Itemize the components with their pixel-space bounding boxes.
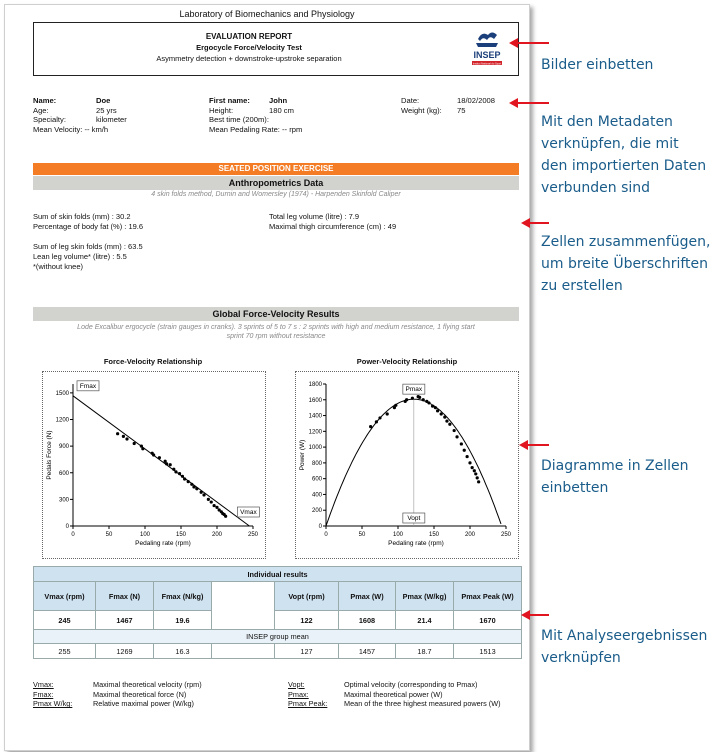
x-tick-label: 0 <box>71 532 75 538</box>
mean-velocity: Mean Velocity: -- km/h <box>33 124 109 134</box>
data-point <box>116 432 119 435</box>
data-point <box>202 493 205 496</box>
group-cell: 18.7 <box>396 644 454 659</box>
data-point <box>405 398 408 401</box>
note-line: Zellen zusammenfügen, <box>541 234 711 250</box>
legend-def: Maximal theoretical power (W) <box>344 689 443 699</box>
data-point <box>463 449 466 452</box>
value-cell: 21.4 <box>396 611 454 630</box>
legend-right <box>288 680 524 709</box>
legend-def: Relative maximal power (W/kg) <box>93 699 194 709</box>
data-point <box>158 456 161 459</box>
results-value-row <box>34 611 522 630</box>
col-header: Pmax (W) <box>339 582 396 611</box>
data-point <box>207 498 210 501</box>
empty-cell <box>212 582 275 611</box>
y-tick-label: 1200 <box>55 417 69 424</box>
anthropometrics-header: Anthropometrics Data <box>33 176 519 190</box>
x-tick-label: 100 <box>392 532 404 538</box>
thigh-circumference: Maximal thigh circumference (cm) : 49 <box>269 222 397 231</box>
pv-chart <box>295 371 519 559</box>
data-point <box>190 483 193 486</box>
data-point <box>215 506 218 509</box>
height-label: Height: <box>209 105 234 115</box>
note-line: um breite Überschriften <box>541 256 709 272</box>
col-header: Fmax (N) <box>96 582 154 611</box>
fv-chart-svg <box>43 372 265 558</box>
fv-chart-title: Force-Velocity Relationship <box>103 357 203 366</box>
fit-curve <box>326 399 501 526</box>
x-tick-label: 50 <box>358 532 366 538</box>
note-embed-charts <box>541 455 689 499</box>
value-cell: 245 <box>34 611 96 630</box>
value-cell: 19.6 <box>154 611 212 630</box>
vmax-label: Vmax <box>240 509 257 516</box>
data-point <box>453 429 456 432</box>
note-line: den importierten Daten <box>541 158 707 174</box>
data-point <box>443 416 446 419</box>
data-point <box>141 447 144 450</box>
note-line: Mit den Metadaten <box>541 114 673 130</box>
legend-def: Mean of the three highest measured powers (W) <box>344 699 501 709</box>
data-point <box>445 419 448 422</box>
arrow-shaft <box>529 614 549 616</box>
data-point <box>174 470 177 473</box>
y-tick-label: 800 <box>311 460 322 467</box>
pmax-label: Pmax <box>405 386 423 394</box>
data-point <box>178 472 181 475</box>
data-point <box>466 455 469 458</box>
data-point <box>183 477 186 480</box>
sum-skin-folds: Sum of skin folds (mm) : 30.2 <box>33 212 131 221</box>
data-point <box>471 466 474 469</box>
legend-term: Vmax: <box>33 680 54 689</box>
group-cell: 16.3 <box>154 644 212 659</box>
y-tick-label: 0 <box>318 524 322 530</box>
person-col3 <box>401 96 511 115</box>
firstname-value: John <box>269 96 288 105</box>
value-cell: 1467 <box>96 611 154 630</box>
pv-chart-svg <box>296 372 518 558</box>
y-tick-label: 400 <box>311 492 322 499</box>
value-cell: 1670 <box>454 611 522 630</box>
note-line: zu erstellen <box>541 278 623 294</box>
y-tick-label: 1800 <box>308 382 322 388</box>
y-axis-label: Power (W) <box>299 439 306 471</box>
y-tick-label: 1400 <box>308 413 322 420</box>
data-point <box>431 404 434 407</box>
report-header-box <box>33 22 519 76</box>
data-point <box>473 469 476 472</box>
y-tick-label: 1000 <box>308 445 322 452</box>
y-tick-label: 200 <box>311 508 322 515</box>
x-tick-label: 150 <box>175 532 187 538</box>
sum-leg-skin-folds: Sum of leg skin folds (mm) : 63.5 <box>33 242 143 251</box>
group-mean-title: INSEP group mean <box>34 630 522 644</box>
global-desc-line2: sprint 70 rpm without resistance <box>226 333 326 340</box>
y-tick-label: 900 <box>58 444 69 451</box>
logo-subtext: Institut National du Sport <box>472 62 502 66</box>
data-point <box>422 398 425 401</box>
lab-title: Laboratory of Biomechanics and Physiology <box>179 9 355 19</box>
data-point <box>434 406 437 409</box>
y-tick-label: 1500 <box>55 390 69 397</box>
weight-value: 75 <box>457 105 466 115</box>
col-header: Fmax (N/kg) <box>154 582 212 611</box>
data-point <box>165 462 168 465</box>
group-mean-row <box>34 644 522 659</box>
x-tick-label: 150 <box>428 532 440 538</box>
data-point <box>386 412 389 415</box>
empty-cell <box>212 644 275 659</box>
note-line: verknüpfen, die mit <box>541 136 679 152</box>
legend-term: Pmax: <box>288 689 309 699</box>
note-line: Mit Analyseergebnissen <box>541 628 708 644</box>
data-point <box>468 461 471 464</box>
data-point <box>477 480 480 483</box>
data-point <box>122 435 125 438</box>
age-label: Age: <box>33 105 49 115</box>
specialty-value: kilometer <box>96 115 127 125</box>
col-header: Vmax (rpm) <box>34 582 96 611</box>
global-fv-header: Global Force-Velocity Results <box>33 307 519 321</box>
results-header-row <box>34 582 522 611</box>
person-col1 <box>33 96 203 134</box>
date-value: 18/02/2008 <box>457 96 496 105</box>
data-point <box>448 423 451 426</box>
group-cell: 1513 <box>454 644 522 659</box>
legend-term: Vopt: <box>288 680 305 689</box>
legend-term: Fmax: <box>33 689 54 699</box>
firstname-label: First name: <box>209 96 250 105</box>
arrow-shaft <box>527 444 549 446</box>
arrow-shaft <box>517 42 549 44</box>
results-title: Individual results <box>34 567 522 582</box>
legend-def: Optimal velocity (corresponding to Pmax) <box>344 680 478 689</box>
y-tick-label: 600 <box>58 470 69 477</box>
x-tick-label: 50 <box>105 532 113 538</box>
empty-cell <box>212 611 275 630</box>
data-point <box>375 420 378 423</box>
note-merge-cells <box>541 231 710 297</box>
data-point <box>195 487 198 490</box>
data-point <box>394 404 397 407</box>
total-leg-volume: Total leg volume (litre) : 7.9 <box>269 212 360 221</box>
x-tick-label: 250 <box>500 532 512 538</box>
fit-line <box>73 396 249 526</box>
data-point <box>476 476 479 479</box>
data-point <box>213 504 216 507</box>
pv-chart-title: Power-Velocity Relationship <box>356 357 458 366</box>
value-cell: 122 <box>275 611 339 630</box>
arrow-shaft <box>517 102 549 104</box>
data-point <box>436 409 439 412</box>
age-value: 25 yrs <box>96 105 117 115</box>
note-line: verknüpfen <box>541 650 621 666</box>
legend-term: Pmax Peak: <box>288 699 328 709</box>
anthropometrics-method: 4 skin folds method, Durnin and Womersley (1974) - Harpenden Skinfold Caliper <box>151 191 401 198</box>
group-cell: 1269 <box>96 644 154 659</box>
data-point <box>125 437 128 440</box>
note-line: verbunden sind <box>541 180 651 196</box>
report-subtitle: Ergocycle Force/Velocity Test <box>196 43 302 52</box>
data-point <box>378 416 381 419</box>
data-point <box>455 435 458 438</box>
data-point <box>200 491 203 494</box>
date-label: Date: <box>401 96 420 105</box>
individual-results-table <box>33 566 522 659</box>
data-point <box>427 401 430 404</box>
x-axis-label: Pedaling rate (rpm) <box>135 540 191 547</box>
y-tick-label: 600 <box>311 476 322 483</box>
anthropo-col2 <box>269 212 509 232</box>
legend-term: Pmax W/kg: <box>33 699 73 709</box>
height-value: 180 cm <box>269 105 294 115</box>
note-embed-images: Bilder einbetten <box>541 57 654 73</box>
x-tick-label: 250 <box>247 532 259 538</box>
y-tick-label: 300 <box>58 497 69 504</box>
fv-chart <box>42 371 266 559</box>
data-point <box>460 442 463 445</box>
x-tick-label: 200 <box>211 532 223 538</box>
y-axis-label: Pedals Force (N) <box>46 430 53 480</box>
fmax-label: Fmax <box>79 382 97 390</box>
col-header: Pmax Peak (W) <box>454 582 522 611</box>
lean-leg-volume: Lean leg volume* (litre) : 5.5 <box>33 252 127 261</box>
best-time-label: Best time (200m): <box>209 115 269 125</box>
without-knee-note: *(without knee) <box>33 262 84 271</box>
data-point <box>440 412 443 415</box>
group-cell: 127 <box>275 644 339 659</box>
note-metadata <box>541 111 706 199</box>
y-tick-label: 0 <box>65 524 69 530</box>
name-value: Doe <box>96 96 111 105</box>
insep-logo <box>470 29 504 69</box>
data-point <box>181 475 184 478</box>
data-point <box>133 442 136 445</box>
col-header: Vopt (rpm) <box>275 582 339 611</box>
specialty-label: Specialty: <box>33 115 66 125</box>
note-line: einbetten <box>541 480 609 496</box>
legend-left <box>33 680 273 709</box>
global-fv-desc <box>33 323 519 341</box>
data-point <box>172 468 175 471</box>
global-desc-line1: Lode Excalibur ergocycle (strain gauges in cranks). 3 sprints of 5 to 7 s : 2 sprints with high and medium resistance, 1 flying start <box>77 324 475 331</box>
x-tick-label: 100 <box>139 532 151 538</box>
data-point <box>187 480 190 483</box>
group-cell: 255 <box>34 644 96 659</box>
data-point <box>169 463 172 466</box>
y-tick-label: 1600 <box>308 397 322 404</box>
legend-def: Maximal theoretical velocity (rpm) <box>93 680 202 689</box>
data-point <box>418 396 421 399</box>
note-line: Diagramme in Zellen <box>541 458 689 474</box>
report-title: EVALUATION REPORT <box>205 32 293 41</box>
mean-pedaling-rate: Mean Pedaling Rate: -- rpm <box>209 124 303 134</box>
report-description: Asymmetry detection + downstroke-upstroke separation <box>156 54 342 63</box>
x-tick-label: 200 <box>464 532 476 538</box>
legend-def: Maximal theoretical force (N) <box>93 689 187 699</box>
data-point <box>192 485 195 488</box>
name-label: Name: <box>33 96 57 105</box>
data-point <box>224 515 227 518</box>
y-tick-label: 1200 <box>308 429 322 436</box>
data-point <box>152 453 155 456</box>
data-point <box>474 472 477 475</box>
data-point <box>369 425 372 428</box>
seated-section-header: SEATED POSITION EXERCISE <box>33 163 519 175</box>
col-header: Pmax (W/kg) <box>396 582 454 611</box>
x-tick-label: 0 <box>324 532 328 538</box>
x-axis-label: Pedaling rate (rpm) <box>388 540 444 547</box>
value-cell: 1608 <box>339 611 396 630</box>
group-cell: 1457 <box>339 644 396 659</box>
note-analysis-results <box>541 625 707 669</box>
vopt-label: Vopt <box>407 515 421 522</box>
person-col2 <box>209 96 389 134</box>
data-point <box>210 500 213 503</box>
report-page <box>4 4 530 751</box>
logo-text: INSEP <box>473 50 501 60</box>
weight-label: Weight (kg): <box>401 105 442 115</box>
body-fat: Percentage of body fat (%) : 19.6 <box>33 222 144 231</box>
anthropo-col1 <box>33 212 263 272</box>
data-point <box>411 397 414 400</box>
arrow-shaft <box>529 222 549 224</box>
